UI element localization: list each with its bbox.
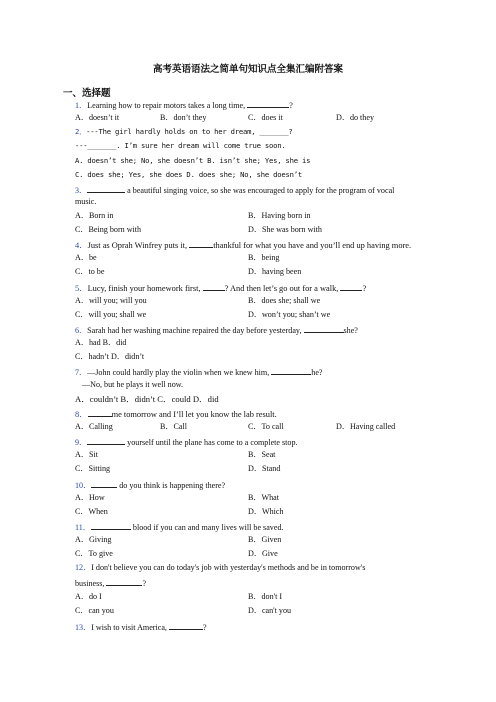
question-text: do you think is happening there? (117, 481, 226, 490)
question-text: yourself until the plane has come to a complete stop. (125, 438, 298, 447)
question-text: me tomorrow and I’ll let you know the lab result. (111, 410, 277, 419)
question-1 (75, 99, 293, 111)
answer-blank (340, 282, 362, 291)
question-tail: ? (202, 623, 207, 632)
answer-blank (271, 366, 311, 375)
option-d: D．Give (248, 549, 278, 558)
answer-blank (169, 621, 203, 630)
question-text: Learning how to repair motors takes a long time, (87, 101, 248, 110)
option-b: B．don’t they (160, 113, 207, 122)
option-d: D．Stand (248, 464, 281, 473)
question-number: 7． (75, 368, 88, 377)
option-d: D．won’t you; shan’t we (248, 310, 331, 319)
option-d: D．Having called (336, 422, 396, 431)
option-c: C．Being born with (75, 225, 142, 234)
question-10 (75, 479, 225, 491)
option-b: B．Having born in (248, 211, 311, 220)
option-a: A．be (75, 253, 97, 262)
question-text: I wish to visit America, (91, 623, 169, 632)
question-continuation: music. (75, 197, 97, 206)
document-title: 高考英语语法之简单句知识点全集汇编附答案 (152, 65, 343, 75)
question-number: 11． (75, 523, 91, 532)
question-3 (75, 184, 394, 196)
option-b: B．Call (160, 422, 187, 431)
question-tail: he? (311, 368, 323, 377)
option-a: A．Born in (75, 211, 114, 220)
answer-blank (106, 577, 142, 586)
question-text-2: thankful for what you have and you’ll end up having more. (213, 241, 412, 250)
answer-blank (91, 479, 117, 488)
question-number: 10． (75, 481, 92, 490)
option-line: A. doesn’t she; No, she doesn’t B. isn’t she; Yes, she is (75, 156, 311, 165)
question-12 (75, 563, 365, 573)
question-number: 13． (75, 623, 92, 632)
answer-blank (91, 521, 131, 530)
question-number: 4． (75, 241, 88, 250)
answer-blank (247, 99, 289, 108)
option-c: C．When (75, 507, 108, 516)
option-b: B．being (248, 253, 280, 262)
question-text-2: business, (75, 579, 107, 588)
option-line: C．hadn’t D．didn’t (75, 352, 145, 361)
option-d: D．having been (248, 267, 302, 276)
question-8 (75, 408, 277, 420)
question-number: 6． (75, 326, 88, 335)
question-text: a beautiful singing voice, so she was encouraged to apply for the program of vocal (125, 186, 395, 195)
question-number: 5． (75, 284, 88, 293)
question-number: 2． (75, 127, 87, 136)
question-number: 1． (75, 101, 88, 110)
question-7 (75, 366, 323, 378)
option-a: A．Sit (75, 450, 98, 459)
question-text: ---The girl hardly holds on to her dream, _______? (86, 127, 293, 136)
option-b: B．Seat (248, 450, 276, 459)
option-d: D．do they (336, 113, 374, 122)
question-2-line2: ---_______. I’m sure her dream will come true soon. (75, 141, 286, 150)
option-a: A．Calling (75, 422, 113, 431)
option-a: A．doesn’t it (75, 113, 120, 122)
question-number: 3． (75, 186, 88, 195)
question-text-2: ? And then let’s go out for a walk, (224, 284, 341, 293)
question-tail: ? (142, 579, 147, 588)
question-tail: she? (343, 326, 358, 335)
option-d: D．can't you (248, 606, 292, 615)
question-13 (75, 621, 207, 633)
answer-blank (87, 436, 125, 445)
question-number: 12． (75, 563, 92, 572)
question-continuation (75, 577, 146, 589)
option-c: C．Sitting (75, 464, 111, 473)
question-11 (75, 521, 284, 533)
answer-blank (203, 282, 225, 291)
option-c: C．To call (248, 422, 284, 431)
option-b: B．don't I (248, 592, 283, 601)
question-2 (75, 127, 293, 137)
option-c: C．To give (75, 549, 113, 558)
question-text: I don't believe you can do today's job with yesterday's methods and be in tomorrow's (91, 563, 366, 572)
question-text: Just as Oprah Winfrey puts it, (87, 241, 190, 250)
question-6 (75, 324, 358, 336)
option-b: B．What (248, 493, 280, 502)
option-b: B．Given (248, 535, 282, 544)
option-d: D．Which (248, 507, 284, 516)
option-line: A．couldn’t B．didn’t C．could D．did (75, 394, 219, 404)
option-c: C．can you (75, 606, 114, 615)
question-tail: ? (289, 101, 293, 110)
option-a: A．do I (75, 592, 102, 601)
option-c: C．does it (248, 113, 283, 122)
option-line: A．had B．did (75, 338, 127, 347)
option-a: A．Giving (75, 535, 112, 544)
option-d: D．She was born with (248, 225, 322, 234)
question-text: Sarah had her washing machine repaired the day before yesterday, (87, 326, 304, 335)
question-continuation: —No, but he plays it well now. (82, 380, 184, 389)
option-b: B．does she; shall we (248, 296, 321, 305)
question-5 (75, 282, 366, 294)
question-number: 9． (75, 438, 88, 447)
option-c: C．will you; shall we (75, 310, 147, 319)
question-9 (75, 436, 298, 448)
question-text: blood if you can and many lives will be saved. (130, 523, 284, 532)
option-line: C. does she; Yes, she does D. does she; No, she doesn’t (75, 170, 302, 179)
question-4 (75, 239, 411, 251)
option-a: A．How (75, 493, 105, 502)
answer-blank (189, 239, 213, 248)
question-text: Lucy, finish your homework first, (87, 284, 203, 293)
question-tail: ? (362, 284, 367, 293)
option-a: A．will you; will you (75, 296, 147, 305)
section-heading: 一、选择题 (63, 89, 111, 99)
option-c: C．to be (75, 267, 105, 276)
question-text: —John could hardly play the violin when we knew him, (87, 368, 272, 377)
question-number: 8． (75, 410, 88, 419)
answer-blank (304, 324, 344, 333)
answer-blank (87, 184, 125, 193)
answer-blank (88, 408, 112, 417)
